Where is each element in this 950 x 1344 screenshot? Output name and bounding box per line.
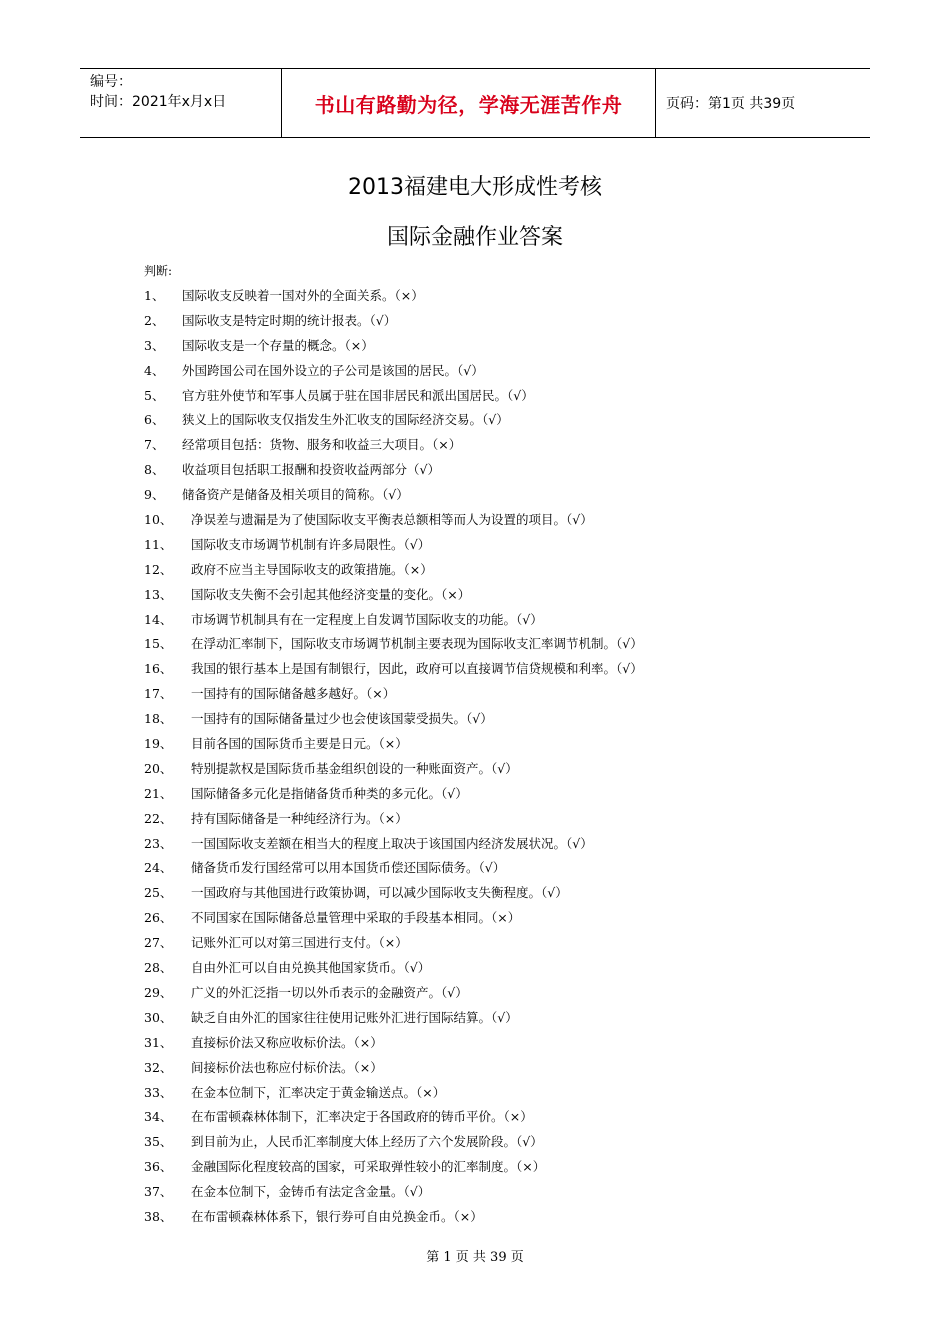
list-item — [144, 956, 864, 981]
item-text: 外国跨国公司在国外设立的子公司是该国的居民。（√） — [182, 362, 484, 378]
list-item — [144, 807, 864, 832]
document-subtitle: 国际金融作业答案 — [386, 225, 563, 250]
item-number: 4、 — [144, 362, 165, 378]
item-text: 国际收支市场调节机制有许多局限性。（√） — [191, 536, 431, 552]
list-item — [144, 732, 864, 757]
item-number: 24、 — [144, 860, 173, 876]
item-number: 29、 — [144, 984, 173, 1000]
item-number: 7、 — [144, 437, 165, 453]
item-number: 3、 — [144, 337, 165, 353]
item-text: 目前各国的国际货币主要是日元。（×） — [191, 736, 408, 752]
header-time-label: 时间：2021年x月x日 — [90, 94, 227, 110]
list-item — [144, 284, 864, 309]
list-item — [144, 359, 864, 384]
list-item — [144, 931, 864, 956]
item-text: 一国政府与其他国进行政策协调，可以减少国际收支失衡程度。（√） — [191, 885, 568, 901]
item-number: 1、 — [144, 288, 165, 303]
item-number: 38、 — [144, 1208, 173, 1224]
list-item — [144, 1130, 864, 1155]
list-item — [144, 334, 864, 359]
item-text: 不同国家在国际储备总量管理中采取的手段基本相同。（×） — [191, 910, 521, 926]
item-text: 在金本位制下，汇率决定于黄金输送点。（×） — [191, 1084, 446, 1100]
item-number: 18、 — [144, 711, 173, 727]
header-motto: 书山有路勤为径，学海无涯苦作舟 — [282, 69, 656, 137]
list-item — [144, 408, 864, 433]
list-item — [144, 1205, 864, 1230]
item-text: 市场调节机制具有在一定程度上自发调节国际收支的功能。（√） — [191, 611, 543, 627]
item-number: 8、 — [144, 462, 165, 478]
list-item — [144, 458, 864, 483]
item-number: 37、 — [144, 1184, 173, 1200]
list-item — [144, 906, 864, 931]
item-text: 在布雷顿森林体系下，银行券可自由兑换金币。（×） — [191, 1208, 483, 1224]
item-number: 32、 — [144, 1059, 173, 1075]
list-item — [144, 558, 864, 583]
item-number: 17、 — [144, 686, 173, 702]
item-text: 储备货币发行国经常可以用本国货币偿还国际债务。（√） — [191, 860, 506, 876]
item-number: 22、 — [144, 810, 173, 826]
item-text: 间接标价法也称应付标价法。（×） — [191, 1059, 383, 1075]
item-number: 31、 — [144, 1034, 173, 1050]
document-title: 2013福建电大形成性考核 — [348, 175, 602, 200]
item-text: 金融国际化程度较高的国家，可采取弹性较小的汇率制度。（×） — [191, 1159, 546, 1175]
list-item — [144, 832, 864, 857]
item-text: 持有国际储备是一种纯经济行为。（×） — [191, 810, 408, 826]
item-number: 28、 — [144, 960, 173, 976]
list-item — [144, 657, 864, 682]
item-text: 一国持有的国际储备量过少也会使该国蒙受损失。（√） — [191, 711, 493, 727]
item-text: 在布雷顿森林体制下，汇率决定于各国政府的铸币平价。（×） — [191, 1109, 533, 1125]
list-item — [144, 782, 864, 807]
item-number: 2、 — [144, 312, 165, 328]
list-item — [144, 1105, 864, 1130]
list-item — [144, 1006, 864, 1031]
header-meta — [80, 69, 282, 137]
list-item — [144, 1180, 864, 1205]
item-text: 一国持有的国际储备越多越好。（×） — [191, 686, 396, 702]
list-item — [144, 433, 864, 458]
item-text: 净误差与遗漏是为了使国际收支平衡表总额相等而人为设置的项目。（√） — [191, 512, 593, 528]
list-item — [144, 483, 864, 508]
item-text: 国际收支是特定时期的统计报表。（√） — [182, 312, 397, 328]
list-item — [144, 1155, 864, 1180]
list-item — [144, 981, 864, 1006]
list-item — [144, 856, 864, 881]
item-number: 10、 — [144, 512, 173, 528]
item-number: 26、 — [144, 910, 173, 926]
item-number: 19、 — [144, 736, 173, 752]
item-number: 25、 — [144, 885, 173, 901]
item-number: 5、 — [144, 387, 165, 403]
item-number: 13、 — [144, 586, 173, 602]
item-number: 21、 — [144, 785, 173, 801]
item-text: 国际储备多元化是指储备货币种类的多元化。（√） — [191, 785, 468, 801]
list-item — [144, 1056, 864, 1081]
item-text: 国际收支反映着一国对外的全面关系。（×） — [182, 288, 424, 303]
item-number: 34、 — [144, 1109, 173, 1125]
item-number: 6、 — [144, 412, 165, 428]
item-number: 20、 — [144, 760, 173, 776]
list-item — [144, 707, 864, 732]
item-text: 自由外汇可以自由兑换其他国家货币。（√） — [191, 960, 431, 976]
item-number: 12、 — [144, 561, 173, 577]
item-text: 政府不应当主导国际收支的政策措施。（×） — [191, 561, 433, 577]
header-number-label: 编号： — [90, 74, 132, 90]
item-number: 27、 — [144, 935, 173, 951]
list-item — [144, 1081, 864, 1106]
list-item — [144, 508, 864, 533]
page-footer: 第 1 页 共 39 页 — [426, 1250, 524, 1265]
item-text: 储备资产是储备及相关项目的简称。（√） — [182, 487, 409, 503]
header-page-info: 页码：第1页 共39页 — [666, 96, 796, 112]
item-text: 记账外汇可以对第三国进行支付。（×） — [191, 935, 408, 951]
item-text: 一国国际收支差额在相当大的程度上取决于该国国内经济发展状况。（√） — [191, 835, 593, 851]
item-number: 36、 — [144, 1159, 173, 1175]
list-item — [144, 682, 864, 707]
item-text: 国际收支是一个存量的概念。（×） — [182, 337, 374, 353]
item-text: 官方驻外使节和军事人员属于驻在国非居民和派出国居民。（√） — [182, 387, 534, 403]
list-item — [144, 384, 864, 409]
item-text: 狭义上的国际收支仅指发生外汇收支的国际经济交易。（√） — [182, 412, 509, 428]
item-text: 直接标价法又称应收标价法。（×） — [191, 1034, 383, 1050]
item-text: 国际收支失衡不会引起其他经济变量的变化。（×） — [191, 586, 471, 602]
item-text: 收益项目包括职工报酬和投资收益两部分（√） — [182, 462, 440, 478]
item-text: 我国的银行基本上是国有制银行，因此，政府可以直接调节信贷规模和利率。（√） — [191, 661, 643, 677]
list-item — [144, 583, 864, 608]
item-number: 16、 — [144, 661, 173, 677]
item-text: 到目前为止，人民币汇率制度大体上经历了六个发展阶段。（√） — [191, 1134, 543, 1150]
item-number: 14、 — [144, 611, 173, 627]
item-text: 经常项目包括：货物、服务和收益三大项目。（×） — [182, 437, 462, 453]
item-text: 在金本位制下，金铸币有法定含金量。（√） — [191, 1184, 431, 1200]
item-number: 35、 — [144, 1134, 173, 1150]
item-text: 缺乏自由外汇的国家往往使用记账外汇进行国际结算。（√） — [191, 1009, 518, 1025]
list-item — [144, 533, 864, 558]
item-number: 11、 — [144, 536, 173, 552]
item-text: 广义的外汇泛指一切以外币表示的金融资产。（√） — [191, 984, 468, 1000]
item-number: 9、 — [144, 487, 165, 503]
list-item — [144, 309, 864, 334]
item-number: 15、 — [144, 636, 173, 652]
section-label: 判断: — [144, 264, 173, 278]
item-text: 在浮动汇率制下，国际收支市场调节机制主要表现为国际收支汇率调节机制。（√） — [191, 636, 643, 652]
list-item — [144, 757, 864, 782]
judgment-list — [144, 284, 864, 1230]
page-header — [80, 68, 870, 138]
list-item — [144, 881, 864, 906]
list-item — [144, 1031, 864, 1056]
item-number: 33、 — [144, 1084, 173, 1100]
item-text: 特别提款权是国际货币基金组织创设的一种账面资产。（√） — [191, 760, 518, 776]
list-item — [144, 632, 864, 657]
item-number: 23、 — [144, 835, 173, 851]
list-item — [144, 608, 864, 633]
item-number: 30、 — [144, 1009, 173, 1025]
